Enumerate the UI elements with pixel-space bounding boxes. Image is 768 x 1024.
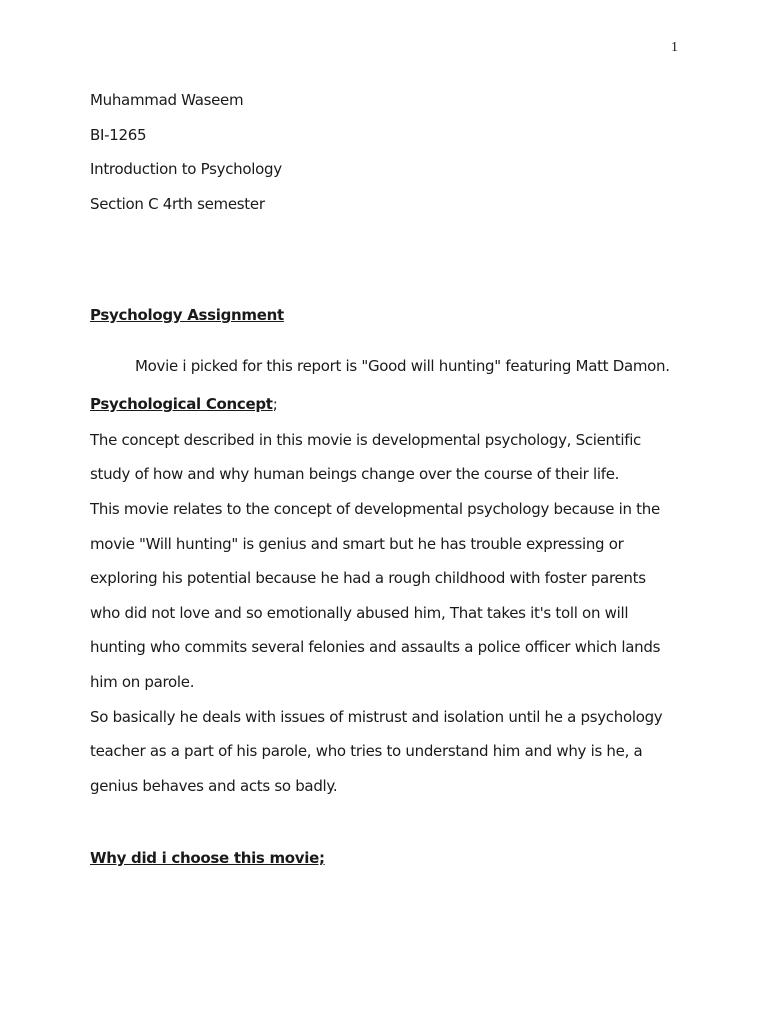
concept-heading-line xyxy=(90,395,277,413)
concept-line: The concept described in this movie is developmental psychology, Scientific xyxy=(90,431,642,449)
concept-line: exploring his potential because he had a rough childhood with foster parents xyxy=(90,569,646,587)
intro-paragraph: Movie i picked for this report is "Good will hunting" featuring Matt Damon. xyxy=(135,357,670,375)
concept-heading-suffix: ; xyxy=(272,395,278,413)
section-info: Section C 4rth semester xyxy=(90,195,265,213)
concept-heading: Psychological Concept xyxy=(90,395,273,413)
concept-line: teacher as a part of his parole, who tries to understand him and why is he, a xyxy=(90,742,643,760)
concept-line: So basically he deals with issues of mistrust and isolation until he a psychology xyxy=(90,708,663,726)
concept-line: who did not love and so emotionally abused him, That takes it's toll on will xyxy=(90,604,629,622)
assignment-title: Psychology Assignment xyxy=(90,306,284,324)
concept-line: hunting who commits several felonies and assaults a police officer which lands xyxy=(90,638,661,656)
concept-line: movie "Will hunting" is genius and smart but he has trouble expressing or xyxy=(90,535,624,553)
concept-line: This movie relates to the concept of developmental psychology because in the xyxy=(90,500,660,518)
why-heading: Why did i choose this movie; xyxy=(90,849,325,867)
course-name: Introduction to Psychology xyxy=(90,160,282,178)
student-id: BI-1265 xyxy=(90,126,147,144)
concept-line: genius behaves and acts so badly. xyxy=(90,777,338,795)
concept-line: him on parole. xyxy=(90,673,195,691)
author-name: Muhammad Waseem xyxy=(90,91,244,109)
page-number: 1 xyxy=(671,40,678,55)
concept-line: study of how and why human beings change over the course of their life. xyxy=(90,465,620,483)
